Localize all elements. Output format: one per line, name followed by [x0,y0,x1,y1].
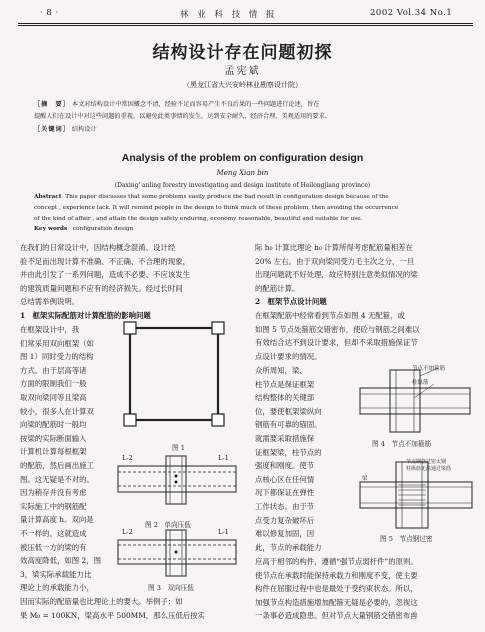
figure-3-column-label: L-1 [218,528,229,536]
left-intro: 在我们的日常设计中，因结构概念混淆、设计经 验不足而出现计算不准确、不正确、不合理的现象， 并由此引发了一系列问题，造成不必要、不应该发生 的建筑质量问题和不应有的经济损失。经过长时间 总结需举例说明。 1 框架实际配筋对计算配筋的影响问题 [20,241,235,323]
figure-2-caption: 图 2 单向压低 [145,521,191,529]
figure-4-label-1: 节点不加箍筋 [412,366,446,372]
figure-5-caption: 图 5 节点钢过密 [380,535,433,543]
header-rule [18,23,473,24]
issue-info: 2002 Vol.34 No.1 [370,8,453,18]
keywords-en-text: configuration design [72,226,134,232]
left-bottom-text: 因而实际的配筋量也比理论上的要大。举例子：如 果 M₀ = 100KN，梁高水平 500MM，那么压低后按实 [20,597,205,620]
section-1-heading: 1 框架实际配筋对计算配筋的影响问题 [20,310,151,320]
figure-5-label-2: 柱纵筋无法通过梁筋 [406,466,452,472]
figure-5-label-1: 节点钢筋过密太钢 [406,459,447,465]
keywords-cn-text: 结构设计 [71,126,97,133]
affiliation-cn: （黑龙江省大兴安岭林业勘察设计院） [183,81,302,89]
right-top-text: 际 h₀ 计算比理论 h₀ 计算所得考虑配筋量相差在 20% 左右。由于双向梁同受力毛主次之分，一旦 出现问题就不好处理，故应特别注意类似情况的梁 的配筋计算。 2 框架节点设计问题 在框架配筋中经常看到节点如图 4 无配箍，或 如图 5 节点处箍筋交错密布，使砼与钢筋之间难以 有效结合达不到设计要求，但却不采取措施保证节 点设计要求的情况。 [255,241,470,363]
author-en: Meng Xian bin [216,169,269,177]
page-number: · 8 · [40,8,59,18]
figure-5-label-3: 梁 [362,476,368,482]
keywords-en [34,226,133,232]
keywords-cn [34,124,459,136]
figure-4-label-2: 柱纵筋 [412,380,429,386]
figure-3-caption: 图 3 双向压低 [148,584,194,592]
article-title-en: Analysis of the problem on configuration design [121,152,364,164]
abstract-en: Abstract This paper discusses that some problems easily produce the bad result in configuration design because of the concept , experience lack. It will remind people in the design to think much of these problem, then avoiding the occurrence of the kind of affair , and attain the design safety enduring, economy reasonable, beautiful and suitable for use. [34,194,399,222]
figure-1-diagram [120,322,230,432]
left-narrow-text: 在框架设计中，我 们常采用双向框架（如 图 1）同时受力的结构 方式。由于层高等诸 方面的限制我们一般 取双向梁同等且梁高 较小，很多人在计算双 向梁的配筋时一般均 按梁的实际断面输入 计算机计算每根框架 的配筋，然后画出施工 图。这无疑是不对的。 因为稍存并没有考虑 实际施工中的钢筋配 量计算高度 h。双向是 不一样的。这就造成 被压低一方的梁的有 效高度降低，如图 2，图 3，梁实际承载能力比 理论上的承载能力小， [20,325,101,593]
journal-name: 林 业 科 技 情 报 [180,10,278,20]
affiliation-en: (Daxing' anling forestry investigating and design institute of Heilongjiang province) [114,182,371,189]
keywords-en-label: Key words [34,226,68,232]
figure-4-caption: 图 4 节点不加箍筋 [372,440,432,448]
header-rule-thin [18,25,473,26]
right-narrow-text: 众所周知，梁、 柱节点是保证框架 结构整体的关键部 位，要使框架梁纵向 钢筋有可靠的锚固。 就需要采取措施保 证框架梁，柱节点的 强度和刚度。使节 点核心区在任何情 况下都保证在弹性 工作状态。由于节 点受力复杂破坏后 难以修复加固，因 此，节点的承载能力 [255,366,322,552]
abstract-cn-line-2: 提醒人们在设计中对这些问题的重视，以避免此类事情的发生，达到安全耐久、经济合理、美观适用的要求。 [34,113,331,120]
abstract-en-label: Abstract [34,194,62,200]
figure-2-column-label: L-1 [218,454,229,462]
author-cn: 孟宪斌 [224,66,261,77]
abstract-cn-label: ［摘 要］ [34,101,70,108]
figure-2-beam-label: L-2 [122,454,133,462]
abstract-cn-line-1: ［摘 要］ 本文对结构设计中常因概念不清，经验不足而容易产生不良后果的一些问题进行论述，旨在 [34,101,320,108]
right-bottom-text: 应高于相邻的构件，遵循“强节点弱杆件”的原则。 使节点在承载时能保持承载力和刚度不变，使主要 构件在屈服过程中也是最处于受约束状态。所以， 加强节点构造措施增加配箍无疑是必要的，忽视这 一条事必造成隐患。但对节点大量钢筋交错密布兽 [255,557,418,621]
article-title-cn: 结构设计存在问题初探 [152,43,333,63]
figure-3-beam-label: L-2 [122,528,133,536]
keywords-cn-label: ［关键词］ [34,126,70,133]
figure-1-caption: 图 1 [172,444,185,452]
section-2-heading: 2 框架节点设计问题 [255,297,327,307]
